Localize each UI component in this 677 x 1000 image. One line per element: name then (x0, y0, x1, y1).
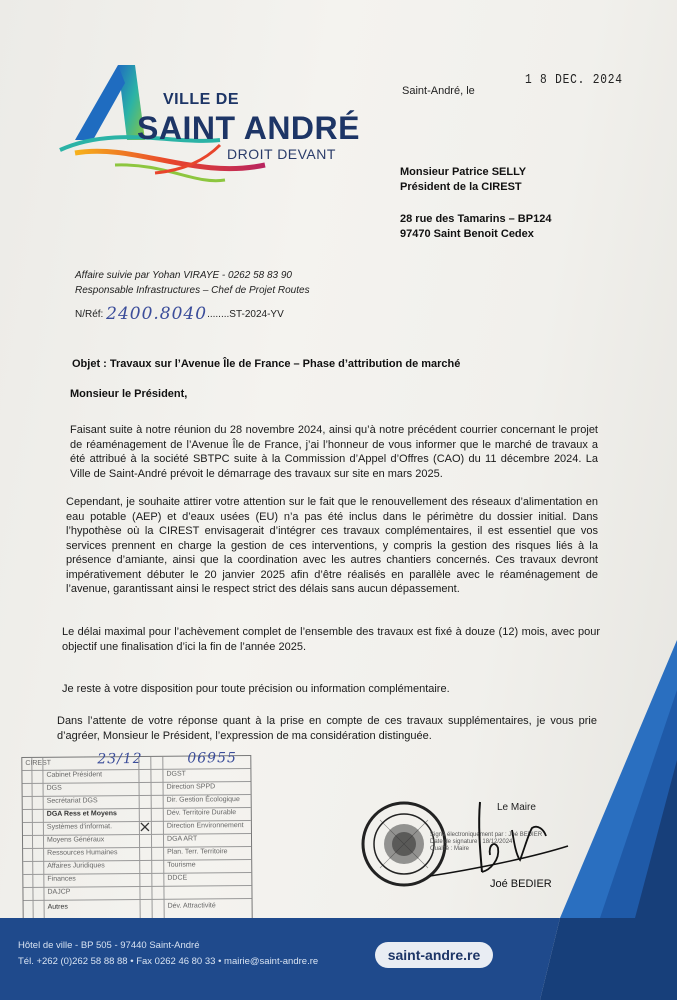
recipient-address (400, 212, 551, 242)
footer-contact: Tél. +262 (0)262 58 88 88 • Fax 0262 46 80 33 • mairie@saint-andre.re (18, 956, 319, 967)
date-stamp: 1 8 DEC. 2024 (525, 72, 623, 88)
footer-website: saint-andre.re (375, 942, 493, 968)
form-left-item: Autres (47, 903, 68, 911)
form-right-item: Direction Environnement (166, 822, 244, 830)
routing-form (21, 750, 252, 921)
form-left-item: Ressources Humaines (47, 849, 118, 857)
footer-address: Hôtel de ville - BP 505 - 97440 Saint-André (18, 940, 200, 951)
recipient-street: 28 rue des Tamarins – BP124 (400, 213, 552, 225)
form-hand-date: 23/12 (97, 750, 143, 768)
form-left-item: DAJCP (47, 888, 71, 896)
recipient-name: Monsieur Patrice SELLY (400, 166, 527, 178)
form-left-item: Systèmes d'informat. (46, 823, 113, 831)
paragraph-3: Le délai maximal pour l’achèvement complet de l’ensemble des travaux est fixé à douze (12) mois, avec pour objectif une finalisation d’ici la fin de l’année 2025. (62, 626, 600, 653)
recipient-block (400, 165, 526, 195)
signatory-title: Le Maire (497, 802, 536, 813)
recipient-title: Président de la CIREST (400, 181, 522, 193)
page-footer (0, 918, 677, 1000)
recipient-city: 97470 Saint Benoit Cedex (400, 228, 534, 240)
reference (75, 304, 284, 324)
form-right-item: Plan. Terr. Territoire (167, 848, 228, 856)
handwritten-signature (420, 800, 570, 880)
paragraph-4: Je reste à votre disposition pour toute précision ou information complémentaire. (62, 683, 450, 695)
form-right-item: DDCE (167, 874, 188, 882)
signatory-name: Joé BEDIER (490, 878, 552, 890)
form-right-item: Tourisme (167, 861, 196, 869)
logo-line1: VILLE DE (163, 91, 240, 108)
stamp-line: Signé électroniquement par : Joé BEDIER (430, 832, 543, 838)
form-left-item: Moyens Généraux (46, 836, 105, 844)
letter-salutation: Monsieur le Président, (70, 388, 188, 400)
ref-handwritten: 2400.8040 (106, 304, 208, 324)
paragraph-1: Faisant suite à notre réunion du 28 novembre 2024, ainsi qu’à notre précédent courrier concernant le projet de réaménagement de l’Avenue Île de France, j’ai l’honneur de vous informer que le marché de travaux a été attribué à la société SBTPC suite à la Commission d’Appel d’Offres (CAO) du 11 décembre 2024. La Ville de Saint-André prévoit le démarrage des travaux sur site en mars 2025. (70, 424, 598, 480)
ref-label: N/Réf: (75, 309, 104, 320)
sender-block (75, 268, 310, 298)
form-left-item: DGS (46, 784, 62, 792)
form-hand-number: 06955 (187, 750, 237, 767)
stamp-line: Date de signature : 18/12/2024 (430, 839, 513, 845)
form-right-item: DGA ART (166, 835, 198, 843)
ref-suffix: ........ST-2024-YV (207, 309, 284, 320)
form-left-item: Finances (47, 875, 76, 883)
form-right-item: Dév. Attractivité (167, 902, 216, 910)
form-header: CIREST (25, 759, 52, 767)
sender-line1: Affaire suivie par Yohan VIRAYE - 0262 58 83 90 (75, 270, 292, 281)
form-right-item: DGST (166, 770, 186, 778)
form-left-item: DGA Ress et Moyens (46, 810, 117, 818)
logo-motto: DROIT DEVANT (227, 146, 336, 162)
form-right-item: Dir. Gestion Écologique (166, 796, 240, 804)
stamp-line: Qualité : Maire (430, 846, 470, 852)
paragraph-5: Dans l’attente de votre réponse quant à la prise en compte de ces travaux supplémentaires, je vous prie d’agréer, Monsieur le Président, l’expression de ma considération distinguée. (57, 715, 597, 742)
place-label: Saint-André, le (402, 85, 475, 97)
form-left-item: Cabinet Président (46, 771, 103, 779)
form-left-item: Secrétariat DGS (46, 797, 98, 805)
sender-line2: Responsable Infrastructures – Chef de Projet Routes (75, 285, 310, 296)
logo-line2: SAINT ANDRÉ (137, 110, 360, 146)
form-left-item: Affaires Juridiques (47, 862, 105, 870)
form-right-item: Dév. Territoire Durable (166, 809, 237, 817)
city-logo (55, 55, 360, 195)
paragraph-2: Cependant, je souhaite attirer votre attention sur le fait que le renouvellement des réseaux d’alimentation en eau potable (AEP) et d’eaux usées (EU) n’a pas été inclus dans le périmètre du dossier initial. Dans l’hypothèse où la CIREST envisagerait d’intégrer ces travaux complémentaires, il est essentiel que vos services prennent en charge la gestion de ces interventions, y compris la gestion des risques liés à la présence d’amiante, ainsi que la coordination avec les autres chantiers concernés. Ces travaux devront impérativement débuter le 20 janvier 2025 afin d’être réalisés en parallèle avec le réaménagement de l’avenue, garantissant ainsi le respect strict des délais sans aucun dépassement. (66, 496, 598, 595)
checkmark-icon (139, 821, 151, 833)
letter-subject: Objet : Travaux sur l’Avenue Île de France – Phase d’attribution de marché (72, 358, 461, 370)
form-right-item: Direction SPPD (166, 783, 216, 791)
